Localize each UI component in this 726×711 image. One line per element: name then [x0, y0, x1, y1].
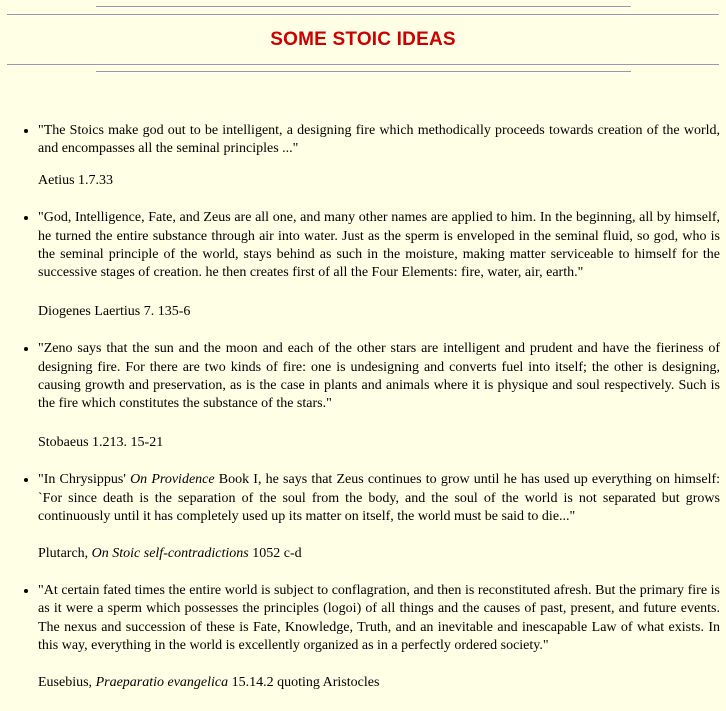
- list-item: [38, 582, 720, 692]
- quote-source: [38, 172, 720, 190]
- bottom-rule-long: [7, 64, 719, 66]
- top-rule-short: [96, 6, 631, 8]
- quote-text-part: "In Chrysippus': [38, 472, 131, 488]
- source-author: Plutarch,: [38, 545, 92, 561]
- source-author: Eusebius,: [38, 674, 96, 690]
- source-reference: 15.14.2 quoting Aristocles: [228, 674, 380, 690]
- quote-work-title: On Providence: [130, 472, 215, 488]
- quote-text-part: Book I, he says that Zeus continues to grow until he has used up everything on himself: `For since death is the separation of the soul from the body, and the soul of the world is not separated but grows continuously until it has completely used up its matter on itself, the world must be said to die...": [38, 472, 721, 525]
- source-work-title: On Stoic self-contradictions: [91, 545, 249, 561]
- quote-list: [0, 122, 726, 711]
- source-reference: 1052 c-d: [248, 545, 302, 561]
- source-work-title: Praeparatio evangelica: [95, 674, 229, 690]
- quote-source: [38, 545, 720, 563]
- quote-text: [38, 471, 720, 526]
- list-item: [38, 471, 720, 563]
- quote-source: [38, 434, 720, 452]
- quote-source: [38, 674, 720, 692]
- list-item: [38, 209, 720, 321]
- list-item: [38, 122, 720, 190]
- source-author: Diogenes Laertius 7. 135-6: [38, 303, 191, 319]
- quote-text: • "God, Intelligence, Fate, and Zeus are all one, and many other names are applied to him. In the beginning, all by himself, he turned the entire substance through air into water. Just as the sperm is enveloped in the seminal fluid, so god, who is the seminal principle of the world, stays behind as such in the moisture, making matter serviceable to himself for the successive stages of creation. he then creates first of all the Four Elements: fire, water, air, earth.": [38, 210, 720, 281]
- quote-source: [38, 303, 720, 321]
- top-rule-long: [7, 14, 719, 16]
- quote-text: • "The Stoics make god out to be intelligent, a designing fire which methodically proceeds towards creation of the world, and encompasses all the seminal principles ...": [38, 123, 720, 157]
- page-title: SOME STOIC IDEAS: [270, 29, 456, 50]
- source-author: Stobaeus 1.213. 15-21: [38, 434, 164, 450]
- source-author: Aetius 1.7.33: [38, 172, 114, 188]
- list-item: [38, 340, 720, 452]
- bottom-rule-short: [96, 71, 631, 73]
- quote-text: • "At certain fated times the entire world is subject to conflagration, and then is reconstituted afresh. But the primary fire is as it were a sperm which possesses the principles (logoi) of all things and the causes of past, present, and future events. The nexus and succession of these is Fate, Knowledge, Truth, and an inevitable and inescapable Law of what exists. In this way, everything in the world is excellently organized as in a perfectly ordered society.": [38, 582, 720, 654]
- quote-text: • "Zeno says that the sun and the moon and each of the other stars are intelligent and prudent and have the fieriness of designing fire. For there are two kinds of fire: one is undesigning and converts fuel into itself; the other is designing, causing growth and preservation, as is the case in plants and animals where it is physique and soul respectively. Such is the fire which constitutes the substance of the stars.": [38, 341, 720, 412]
